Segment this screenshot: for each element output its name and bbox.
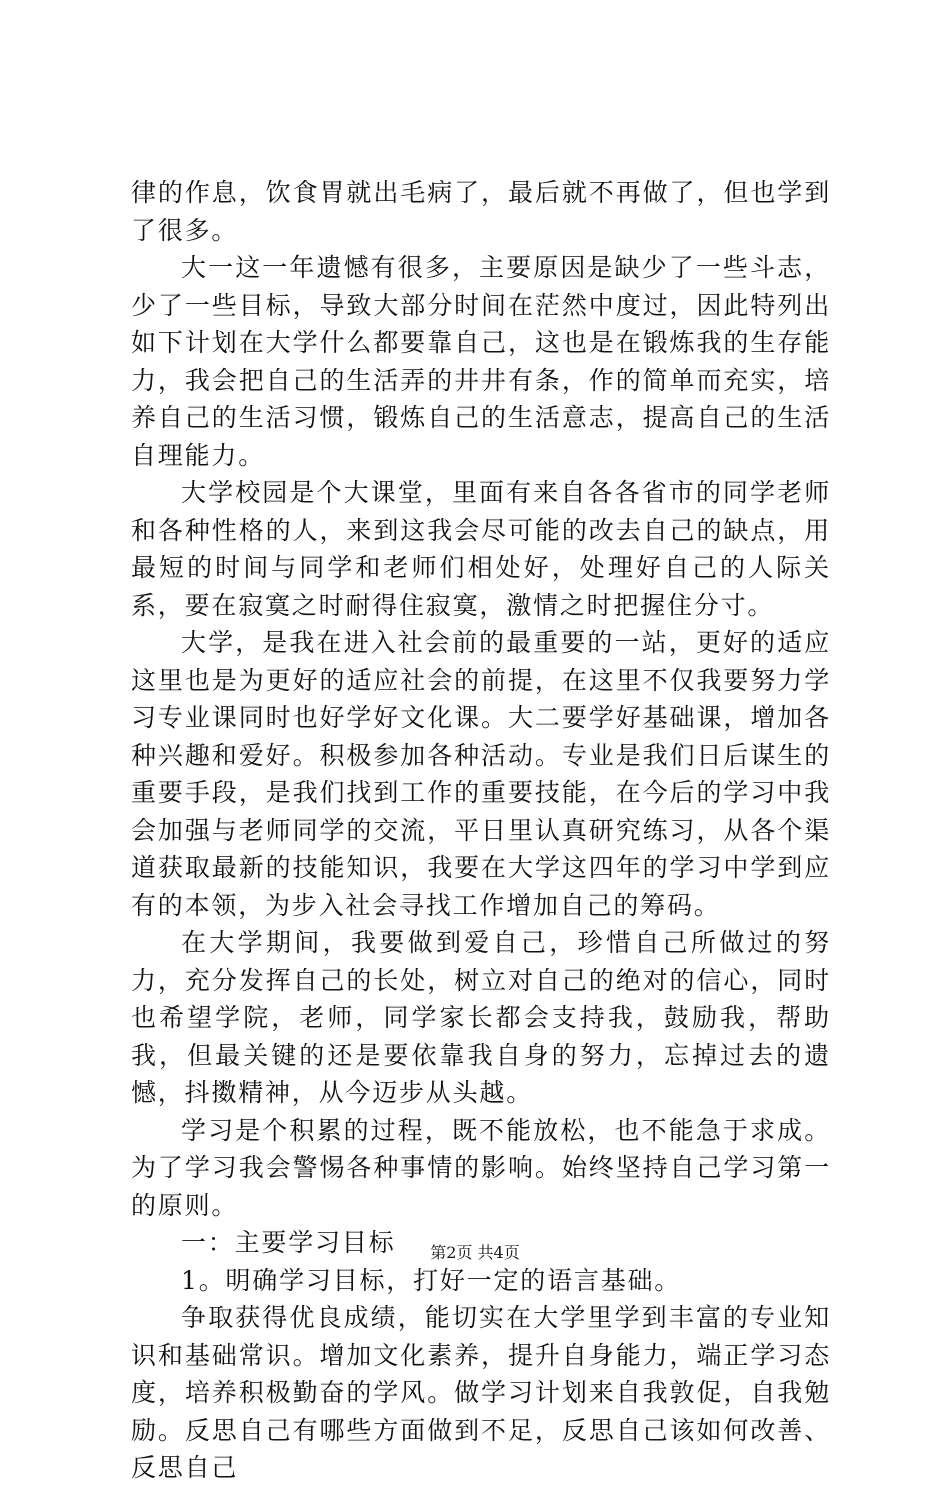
list-item-1: 1。明确学习目标，打好一定的语言基础。 bbox=[181, 1265, 682, 1295]
paragraph-5: 在大学期间，我要做到爱自己，珍惜自己所做过的努力，充分发挥自己的长处，树立对自己的绝对的信心，同时也希望学院，老师，同学家长都会支持我，鼓励我，帮助我，但最关键的还是要依靠我自身的努力，忘掉过去的遗憾，抖擞精神，从今迈步从头越。 bbox=[131, 928, 831, 1107]
paragraph-6: 学习是个积累的过程，既不能放松，也不能急于求成。为了学习我会警惕各种事情的影响。始终坚持自己学习第一的原则。 bbox=[131, 1115, 831, 1220]
section-heading: 一：主要学习目标 bbox=[181, 1228, 396, 1257]
paragraph-1: 律的作息，饮食胃就出毛病了，最后就不再做了，但也学到了很多。 bbox=[131, 178, 831, 245]
paragraph-7: 争取获得优良成绩，能切实在大学里学到丰富的专业知识和基础常识。增加文化素养，提升自身能力，端正学习态度，培养积极勤奋的学风。做学习计划来自我敦促，自我勉励。反思自己有哪些方面做到不足，反思自己该如何改善、反思自己 bbox=[131, 1303, 831, 1482]
paragraph-2: 大一这一年遗憾有很多，主要原因是缺少了一些斗志，少了一些目标，导致大部分时间在茫然中度过，因此特列出如下计划在大学什么都要靠自己，这也是在锻炼我的生存能力，我会把自己的生活弄的井井有条，作的简单而充实，培养自己的生活习惯，锻炼自己的生活意志，提高自己的生活自理能力。 bbox=[131, 253, 831, 470]
paragraph-3: 大学校园是个大课堂，里面有来自各各省市的同学老师和各种性格的人，来到这我会尽可能的改去自己的缺点，用最短的时间与同学和老师们相处好，处理好自己的人际关系，要在寂寞之时耐得住寂寞，激情之时把握住分寸。 bbox=[131, 478, 831, 620]
paragraph-4: 大学，是我在进入社会前的最重要的一站，更好的适应这里也是为更好的适应社会的前提，在这里不仅我要努力学习专业课同时也好学好文化课。大二要学好基础课，增加各种兴趣和爱好。积极参加各种活动。专业是我们日后谋生的重要手段，是我们找到工作的重要技能，在今后的学习中我会加强与老师同学的交流，平日里认真研究练习，从各个渠道获取最新的技能知识，我要在大学这四年的学习中学到应有的本领，为步入社会寻找工作增加自己的筹码。 bbox=[131, 628, 831, 920]
page-number-footer: 第2页 共4页 bbox=[430, 1243, 520, 1262]
document-body bbox=[131, 174, 831, 1487]
